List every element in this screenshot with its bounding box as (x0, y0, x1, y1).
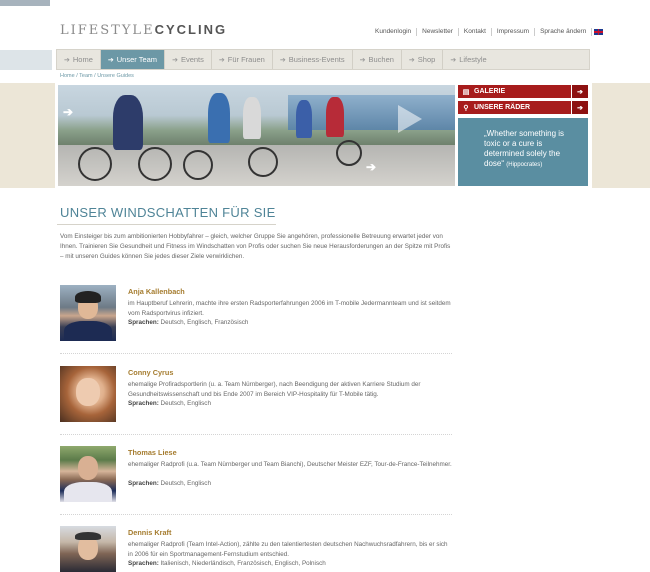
guide-divider (60, 514, 452, 515)
photo-jersey (64, 482, 112, 502)
title-divider (57, 224, 276, 225)
arrow-right-icon: ➔ (408, 56, 415, 64)
guide-photo (60, 366, 116, 422)
hero-wheel (78, 147, 112, 181)
hero-wheel (183, 150, 213, 180)
utility-link-language[interactable]: Sprache ändern (535, 28, 592, 36)
guide-languages: Sprachen: Deutsch, Englisch (128, 480, 211, 487)
photo-jersey (64, 321, 112, 341)
arrow-right-icon: ➔ (172, 56, 178, 64)
utility-link-impressum[interactable]: Impressum (492, 28, 535, 36)
nav-item-buchen[interactable]: ➔ Buchen (353, 50, 402, 69)
hero-cyclist (113, 95, 143, 150)
hero-image-slider[interactable] (58, 85, 455, 186)
slider-next-icon[interactable]: ➔ (366, 160, 377, 174)
photo-helmet (75, 291, 101, 303)
guide-photo (60, 446, 116, 502)
arrow-right-icon: ➔ (359, 56, 366, 64)
arrow-right-icon: ➔ (107, 56, 114, 64)
guide-languages: Sprachen: Italienisch, Niederländisch, Französisch, Englisch, Polnisch (128, 560, 326, 567)
arrow-right-icon: ➔ (450, 56, 457, 64)
nav-item-fuer-frauen[interactable]: ➔ Für Frauen (212, 50, 273, 69)
guide-name: Anja Kallenbach (128, 287, 185, 296)
hero-cyclist (326, 97, 344, 137)
guide-item (60, 285, 460, 345)
guide-description: ehemalige Profiradsportlerin (u. a. Team Nürnberger), nach Beendigung der aktiven Karriere Studium der Gesundheitswissenschaft und bis Ende 2007 im Bereich VIP-Hospitality für T-Mobile tätig. (128, 381, 421, 398)
guide-photo (60, 285, 116, 341)
nav-item-unser-team[interactable]: ➔ Unser Team (101, 50, 165, 69)
breadcrumb[interactable]: Home / Team / Unsere Guides (60, 73, 134, 79)
guide-divider (60, 434, 452, 435)
hero-overlay-arrow (398, 105, 422, 133)
hero-wheel (336, 140, 362, 166)
arrow-right-icon: ➔ (571, 101, 588, 114)
arrow-right-icon: ➔ (571, 85, 588, 98)
photo-face (78, 456, 98, 480)
nav-item-lifestyle[interactable]: ➔ Lifestyle (450, 55, 487, 64)
arrow-right-icon: ➔ (279, 56, 286, 64)
slider-prev-icon[interactable]: ➔ (63, 105, 74, 119)
guide-languages: Sprachen: Deutsch, Englisch, Französisch (128, 319, 249, 326)
uk-flag-icon[interactable] (594, 29, 603, 35)
guide-description: ehemaliger Radprofi (Team Intel-Action), zählte zu den talentiertesten deutschen Nachwuchsradfahrern, bis er sich in 2006 für ein Sportmanagement-Fernstudium entschied. (128, 541, 448, 558)
utility-link-kundenlogin[interactable]: Kundenlogin (370, 28, 417, 36)
page-title: UNSER WINDSCHATTEN FÜR SIE (60, 205, 276, 220)
guide-name: Thomas Liese (128, 448, 177, 457)
guide-photo (60, 526, 116, 572)
utility-link-newsletter[interactable]: Newsletter (417, 28, 459, 36)
gallery-button[interactable]: ▤ GALERIE ➔ (458, 85, 588, 98)
hero-wheel (138, 147, 172, 181)
guide-item (60, 526, 460, 572)
guide-item (60, 446, 460, 506)
hero-cyclist (296, 100, 312, 138)
intro-text: Vom Einsteiger bis zum ambitionierten Hobbyfahrer – gleich, welcher Gruppe Sie angehören, professionelle Betreuung erwartet jeder von Ihnen. Trainieren Sie Gesundheit und Fitness im Windschatten von Profis oder suchen Sie neue Herausforderungen an der Spitze mit Profis – mit unseren Guides können Sie jedes dieser Ziele verwirklichen. (60, 233, 451, 260)
hero-sea (288, 95, 455, 130)
quote-box (458, 118, 588, 186)
quote-author: (Hippocrates) (506, 162, 543, 168)
bikes-button[interactable]: ⚲ UNSERE RÄDER ➔ (458, 101, 588, 114)
guide-description: ehemaliger Radprofi (u.a. Team Nürnberger und Team Bianchi), Deutscher Meister EZF, Tour-de-France-Teilnehmer. (128, 461, 452, 468)
hero-cyclist (243, 97, 261, 139)
photo-helmet (75, 532, 101, 540)
guide-item (60, 366, 460, 426)
utility-link-kontakt[interactable]: Kontakt (459, 28, 492, 36)
nav-item-business-events[interactable]: ➔ Business-Events (273, 50, 353, 69)
quote-text: „Whether something is toxic or a cure is determined solely the dose“ (484, 129, 565, 168)
nav-item-home[interactable]: ➔ Home (57, 50, 101, 69)
main-nav (56, 49, 590, 70)
guide-name: Dennis Kraft (128, 528, 172, 537)
nav-item-shop[interactable]: ➔ Shop (402, 50, 443, 69)
nav-left-block (0, 50, 52, 70)
arrow-right-icon: ➔ (218, 56, 225, 64)
guide-languages: Sprachen: Deutsch, Englisch (128, 400, 211, 407)
utility-nav (370, 28, 603, 36)
guide-description: im Hauptberuf Lehrerin, machte ihre ersten Radsporterfahrungen 2006 im T-mobile Jedermannteam und ist seitdem vom Radsportvirus infiziert. (128, 300, 451, 317)
bicycle-icon: ⚲ (463, 104, 469, 112)
arrow-right-icon: ➔ (64, 56, 70, 64)
hero-cyclist (208, 93, 230, 143)
guide-divider (60, 353, 452, 354)
logo[interactable]: LIFESTYLECYCLING (60, 22, 228, 38)
photo-face (76, 378, 100, 406)
hero-wheel (248, 147, 278, 177)
book-icon: ▤ (462, 88, 470, 96)
top-strip (0, 0, 50, 6)
guide-name: Conny Cyrus (128, 368, 174, 377)
nav-item-events[interactable]: ➔ Events (165, 50, 212, 69)
